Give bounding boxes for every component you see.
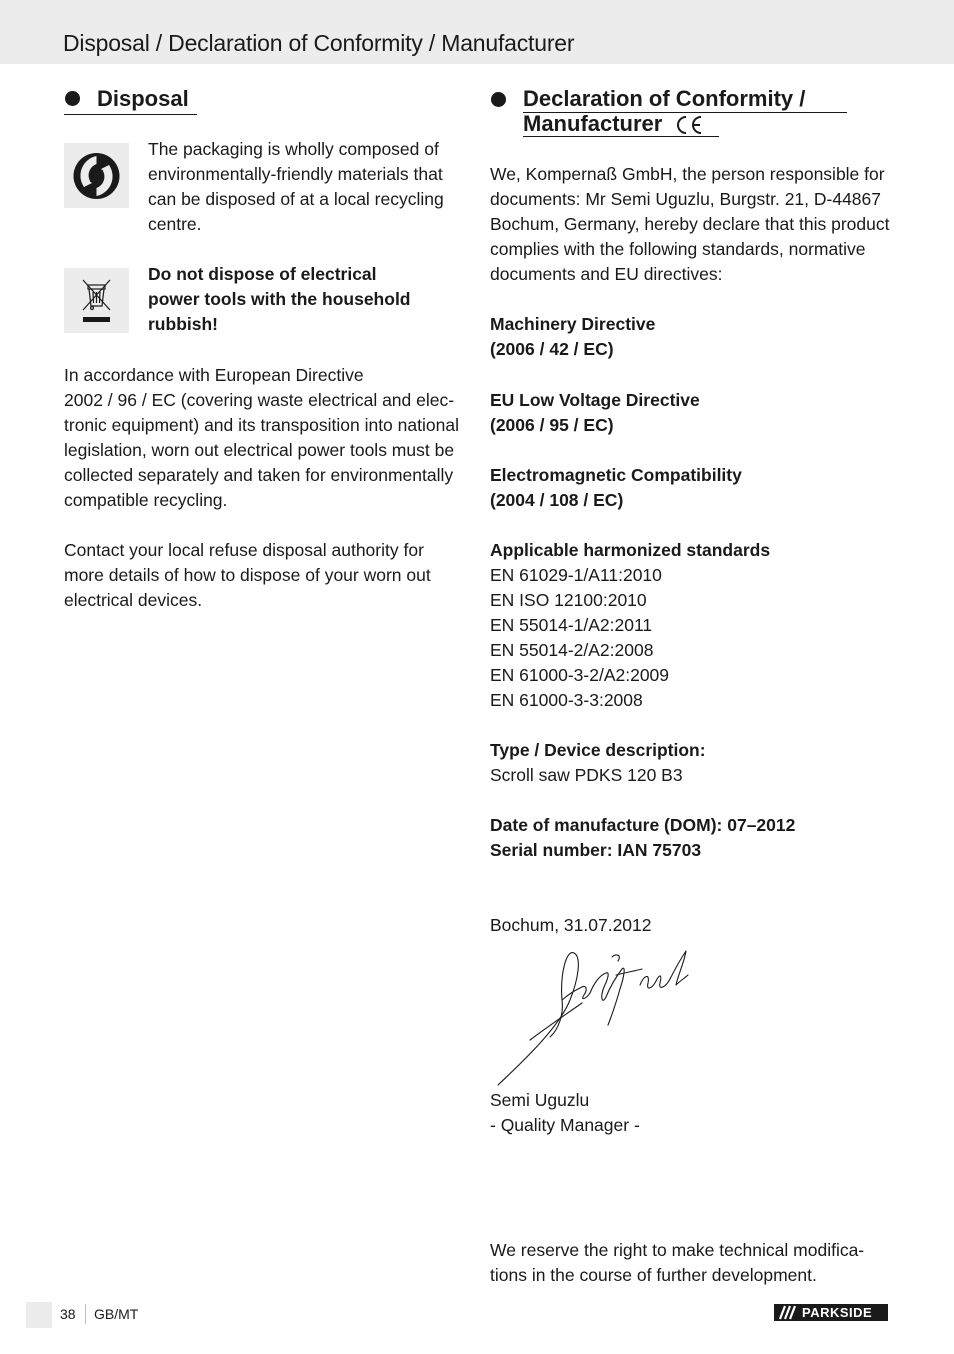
text-line: tions in the course of further development. — [490, 1265, 817, 1285]
text-line: rubbish! — [148, 314, 218, 334]
text-line: more details of how to dispose of your worn out — [64, 565, 431, 585]
signature-image — [490, 945, 700, 1090]
text-line: Machinery Directive — [490, 314, 656, 334]
standard-item: EN 61000-3-2/A2:2009 — [490, 665, 670, 685]
standard-item: EN 61000-3-3:2008 — [490, 690, 643, 710]
text-line: documents: Mr Semi Uguzlu, Burgstr. 21, D-44867 — [490, 189, 882, 209]
text-line: Bochum, Germany, hereby declare that this product — [490, 214, 890, 234]
page-title: Disposal / Declaration of Conformity / Manufacturer — [63, 30, 575, 56]
type-heading: Type / Device description: — [490, 740, 706, 760]
locale-label: GB/MT — [94, 1306, 139, 1322]
dom-line: Date of manufacture (DOM): 07–2012 — [490, 815, 796, 835]
text-line: documents and EU directives: — [490, 264, 723, 284]
manufacturer-label: Manufacturer — [523, 111, 663, 136]
text-line: centre. — [148, 214, 202, 234]
text-line: We, Kompernaß GmbH, the person responsible for — [490, 164, 885, 184]
recycling-icon-box — [64, 143, 129, 208]
signatory-title: - Quality Manager - — [490, 1115, 640, 1135]
text-line: Do not dispose of electrical — [148, 264, 377, 284]
text-line: (2006 / 42 / EC) — [490, 339, 614, 359]
standards-heading: Applicable harmonized standards — [490, 540, 771, 560]
standard-item: EN 55014-2/A2:2008 — [490, 640, 654, 660]
weee-icon-box — [64, 268, 129, 333]
footer-divider — [85, 1304, 86, 1324]
text-line: complies with the following standards, normative — [490, 239, 866, 259]
brand-name: PARKSIDE — [802, 1305, 873, 1320]
standard-item: EN 55014-1/A2:2011 — [490, 615, 653, 635]
text-line: environmentally-friendly materials that — [148, 164, 443, 184]
standard-item: EN 61029-1/A11:2010 — [490, 565, 662, 585]
ce-mark-icon — [674, 115, 704, 135]
page-number: 38 — [60, 1306, 76, 1322]
text-line: In accordance with European Directive — [64, 365, 364, 385]
crossed-out-wheelie-bin-icon — [64, 268, 129, 333]
declaration-heading-line1: Declaration of Conformity / — [523, 86, 806, 111]
text-line: (2006 / 95 / EC) — [490, 415, 614, 435]
section-bullet — [491, 92, 506, 107]
signatory-name: Semi Uguzlu — [490, 1090, 590, 1110]
green-dot-recycling-icon — [64, 143, 129, 208]
text-line: (2004 / 108 / EC) — [490, 490, 624, 510]
declaration-heading-line2 — [523, 111, 704, 136]
declaration-heading-underline-2 — [523, 136, 719, 137]
text-line: The packaging is wholly composed of — [148, 139, 439, 159]
text-line: legislation, worn out electrical power tools must be — [64, 440, 455, 460]
footer-marker — [26, 1302, 52, 1328]
text-line: tronic equipment) and its transposition into national — [64, 415, 459, 435]
logo-stripes-icon — [774, 1304, 798, 1321]
parkside-logo — [774, 1304, 888, 1321]
text-line: collected separately and taken for environmentally — [64, 465, 454, 485]
standard-item: EN ISO 12100:2010 — [490, 590, 647, 610]
text-line: can be disposed of at a local recycling — [148, 189, 444, 209]
section-bullet — [65, 91, 80, 106]
place-date: Bochum, 31.07.2012 — [490, 915, 652, 935]
text-line: electrical devices. — [64, 590, 203, 610]
text-line: compatible recycling. — [64, 490, 228, 510]
disposal-heading-underline — [64, 114, 197, 115]
text-line: power tools with the household — [148, 289, 411, 309]
text-line: Electromagnetic Compatibility — [490, 465, 742, 485]
text-line: EU Low Voltage Directive — [490, 390, 700, 410]
disposal-heading: Disposal — [97, 86, 189, 111]
text-line: 2002 / 96 / EC (covering waste electrical and elec- — [64, 390, 455, 410]
serial-line: Serial number: IAN 75703 — [490, 840, 702, 860]
text-line: We reserve the right to make technical modifica- — [490, 1240, 865, 1260]
type-value: Scroll saw PDKS 120 B3 — [490, 765, 683, 785]
text-line: Contact your local refuse disposal authority for — [64, 540, 424, 560]
